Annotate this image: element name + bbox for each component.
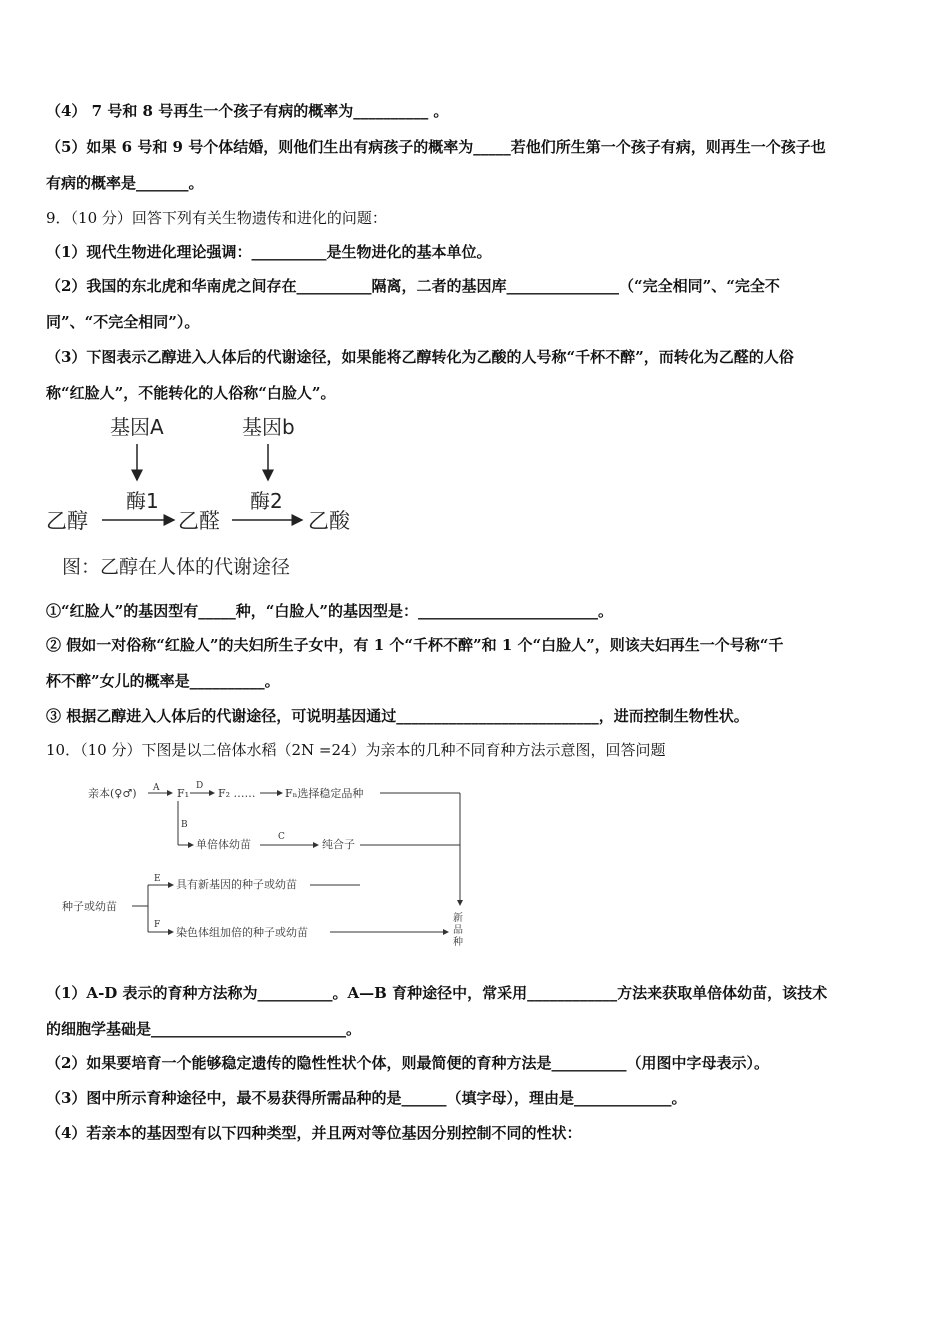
q8-part5-line1: （5）如果 6 号和 9 号个体结婚，则他们生出有病孩子的概率为_____若他们所生第一个孩子有病，则再生一个孩子也 [46,138,826,156]
enzyme1-label: 酶1 [126,489,159,513]
q8-part5-line2: 有病的概率是_______。 [46,174,204,192]
q10-part2: （2）如果要培育一个能够稳定遗传的隐性性状个体，则最简便的育种方法是__________（用图中字母表示）。 [46,1054,769,1072]
f2-label: F₂ …… [218,787,256,800]
ethanol-label: 乙醇 [46,509,88,533]
q9-part3-line1: （3）下图表示乙醇进入人体后的代谢途径，如果能将乙醇转化为乙酸的人号称“千杯不醉”，而转化为乙醛的人俗 [46,348,794,366]
haploid-label: 单倍体幼苗 [196,838,251,851]
figure1-caption: 图：乙醇在人体的代谢途径 [62,556,291,578]
q10-part3: （3）图中所示育种途径中，最不易获得所需品种的是______（填字母），理由是_____________。 [46,1089,687,1107]
new-variety-char3: 种 [453,937,463,948]
pure-line-label: 纯合子 [322,838,355,851]
label-d: D [196,781,204,791]
new-variety-char2: 品 [453,925,463,936]
label-b: B [181,820,188,830]
breeding-methods-diagram [60,775,480,955]
doubled-label: 染色体组加倍的种子或幼苗 [176,926,308,939]
q9-part3-line2: 称“红脸人”，不能转化的人俗称“白脸人”。 [46,384,336,402]
q10-part4: （4）若亲本的基因型有以下四种类型，并且两对等位基因分别控制不同的性状： [46,1124,582,1142]
q9-sub2-line1: ② 假如一对俗称“红脸人”的夫妇所生子女中，有 1 个“千杯不醉”和 1 个“白脸人”，则该夫妇再生一个号称“千 [46,636,784,654]
new-variety-char1: 新 [453,913,463,924]
seed-label: 种子或幼苗 [62,900,117,913]
q9-heading: 9．（10 分）回答下列有关生物遗传和进化的问题： [46,209,387,227]
acetic-acid-label: 乙酸 [308,509,350,533]
label-f: F [154,920,161,930]
new-gene-label: 具有新基因的种子或幼苗 [176,878,297,891]
q9-sub1: ①“红脸人”的基因型有_____种，“白脸人”的基因型是：________________________。 [46,602,614,620]
q10-heading: 10．（10 分）下图是以二倍体水稻（2N =24）为亲本的几种不同育种方法示意图，回答问题 [46,741,666,759]
q8-part4: （4） 7 号和 8 号再生一个孩子有病的概率为__________ 。 [46,102,449,120]
q9-part2-line2: 同”、“不完全相同”）。 [46,313,200,331]
f1-label: F₁ [177,787,190,800]
ethanol-metabolism-diagram [40,410,370,585]
label-c: C [278,832,285,842]
q9-sub2-line2: 杯不醉”女儿的概率是__________。 [46,672,280,690]
fn-label: Fₙ选择稳定品种 [285,787,364,800]
label-a: A [153,783,160,793]
q10-part1-line1: （1）A-D 表示的育种方法称为__________。A—B 育种途径中，常采用____________方法来获取单倍体幼苗，该技术 [46,984,828,1002]
q9-part1: （1）现代生物进化理论强调：__________是生物进化的基本单位。 [46,243,492,261]
parent-label: 亲本(♀♂) [88,787,137,800]
gene-b-label: 基因b [242,415,295,439]
q10-part1-line2: 的细胞学基础是__________________________。 [46,1020,362,1038]
gene-a-label: 基因A [110,415,164,439]
enzyme2-label: 酶2 [250,489,283,513]
q9-sub3: ③ 根据乙醇进入人体后的代谢途径，可说明基因通过___________________________，进而控制生物性状。 [46,707,749,725]
label-e: E [154,874,161,884]
acetaldehyde-label: 乙醛 [178,509,220,533]
q9-part2-line1: （2）我国的东北虎和华南虎之间存在__________隔离，二者的基因库_______________（“完全相同”、“完全不 [46,277,780,295]
